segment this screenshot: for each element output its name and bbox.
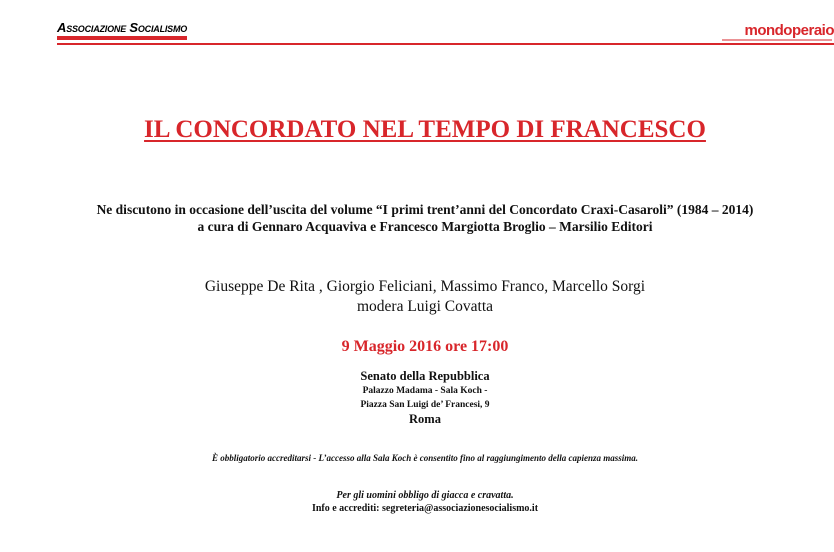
right-logo-tagline [722,39,832,41]
accreditation-notice: È obbligatorio accreditarsi - L’accesso alla Sala Koch è consentito fino al raggiungimento della capienza massima. [211,453,638,463]
header-divider [57,43,834,45]
venue-address: Piazza San Luigi de’ Francesi, 9 [360,400,490,410]
left-logo-bar [57,36,187,40]
dress-code: Per gli uomini obbligo di giacca e cravatta. [336,490,514,501]
info-contact: Info e accrediti: segreteria@associazionesocialismo.it [311,503,539,514]
event-date: 9 Maggio 2016 ore 17:00 [341,338,509,355]
intro-block [0,201,834,235]
venue-building: Palazzo Madama - Sala Koch - [362,386,488,396]
venue-name: Senato della Repubblica [360,369,490,383]
intro-line-2: a cura di Gennaro Acquaviva e Francesco Margiotta Broglio – Marsilio Editori [197,219,653,234]
speaker-names: Giuseppe De Rita , Giorgio Feliciani, Massimo Franco, Marcello Sorgi [204,278,646,295]
associazione-socialismo-logo [57,20,187,42]
speakers-block [0,277,834,317]
mondoperaio-logo [710,24,834,44]
event-title: IL CONCORDATO NEL TEMPO DI FRANCESCO [144,116,706,143]
venue-city: Roma [409,412,441,426]
moderator: modera Luigi Covatta [356,298,494,315]
intro-line-1: Ne discutono in occasione dell’uscita del volume “I primi trent’anni del Concordato Craxi-Casaroli” (1984 – 2014) [96,202,754,217]
right-logo-text: mondoperaio [744,24,834,39]
left-logo-text: Associazione Socialismo [57,20,188,35]
venue-block [0,369,834,427]
